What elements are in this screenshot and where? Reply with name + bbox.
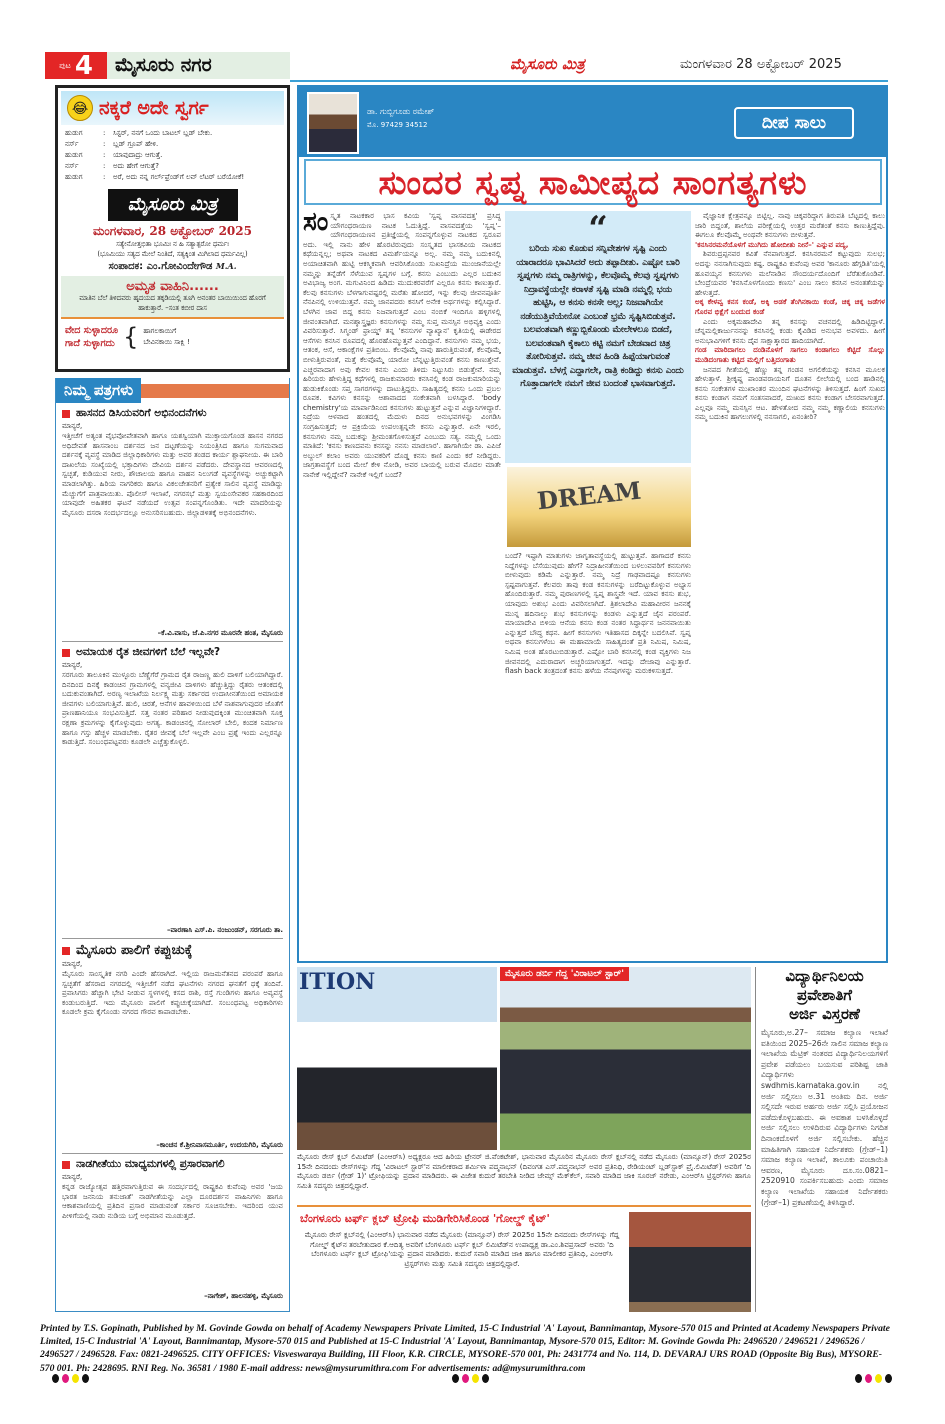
poem-quote: ಗಂಡ ಮಾರಿದಾಗಲು ದಂಡಿನೊಳಗೆ ಸಾಗಲು ಕಂಡಾಗಲು ಕೆಟ್ಟಿದೆ ಸೊಲ್ಲು ಮುಡಿದಂಗಾತು ಕಟ್ಟಿದ ಮಲ್ಲಿಗೆ ಬತ್ತಿದಂಗಾತು <box>695 345 885 364</box>
joke-dialogue <box>61 128 284 183</box>
letter-title <box>62 943 283 958</box>
letter <box>62 1158 283 1304</box>
paragraph: ಜನಪದ ಗೀತೆಯಲ್ಲಿ ಹೆಣ್ಣು ತನ್ನ ಗಂಡನ ಅಗಲಿಕೆಯನ್ನು ಕನಸಿನ ಮೂಲಕ ಹೇಳುತ್ತಾಳೆ. ಶ್ರೀಕೃಷ್ಣ ಪಾಂಡವರಾಯನಿಗೆ ದೂತನ ಲೀಲೆಯಲ್ಲಿ ಬಂದ ಹಾಡಿನಲ್ಲಿ ಕನಸು ಸಂಕೇತಗಳ ಮುಖಾಂತರ ಮುಂದಿನ ಘಟನೆಗಳನ್ನು ತಿಳಿಸುತ್ತದೆ. ಹಿಂಗೆ ಸುಖದ ಕನಸು ಕಂಡಾಗ ನಮಗೆ ಸಂತಸವಾದರೆ, ದುಃಖದ ಕನಸು ಕಂಡಾಗ ಬೇಸರವಾಗುತ್ತದೆ. ಎಲ್ಲವೂ ನಮ್ಮ ಮನಸ್ಸಿನ ಆಟ. ಹೇಳತೋದ ನಮ್ಮ ನಮ್ಮ ಕಣ್ಣಾಲಿಯ ಕನಸುಗಳು ನಮ್ಮ ಬದುಕಿನ ಹಾಗಲುಗಳಲ್ಲಿ ನನಸಾಗಲಿ, ಏನಂತೀರಿ? <box>695 364 885 422</box>
article-column-1 <box>303 211 501 957</box>
letter-signature: –ಕೆ.ವಿ.ವಾಸು, ಜೆ.ಪಿ.ನಗರ ಮೂರನೇ ಹಂತ, ಮೈಸೂರು <box>62 629 283 642</box>
story-body: ಮೈಸೂರು ರೇಸ್ ಕ್ಲಬ್‌ನಲ್ಲಿ (ಎಂಆರ್‌ಸಿ) ಭಾನುವಾರ ನಡೆದ ಮೈಸೂರು (ಮಾನ್ಸೂನ್) ರೇಸ್ 2025ರ 15ನೇ ದಿನದಂದು ರೇಸ್‌ಗಳನ್ನು ಗೆದ್ದ ಗೋಲ್ಡ್ ಕೈಟ್‌ನ ತರಬೇತುದಾರ ಕೆ.ಆದಿತ್ಯ ಅವರಿಗೆ ಬೆಂಗಳೂರು ಟರ್ಫ್ ಕ್ಲಬ್ ಲಿಮಿಟೆಡ್‌ನ ಉಪಾಧ್ಯಕ್ಷ ಡಾ.ಎಂ.ಶಿವಪ್ರಸಾದ್ ಅವರು 'ದಿ ಬೆಂಗಳೂರು ಟರ್ಫ್ ಕ್ಲಬ್ ಟ್ರೋಫಿ'ಯನ್ನು ಪ್ರದಾನ ಮಾಡಿದರು. ಕುದುರೆ ಸವಾರಿ ಮಾಡಿದ ಜಾಕಿ ಹಾಗೂ ಮಾಲೀಕರ ಪ್ರತಿನಿಧಿ, ಎಂಆರ್‌ಸಿ ಟ್ರಿಸ್ಟರ್‌ಗಳು ಮತ್ತು ಸಮಿತಿ ಸದಸ್ಯರು ಚಿತ್ರದಲ್ಲಿದ್ದಾರೆ. <box>304 1230 620 1268</box>
article-column-2: ಬಂದೆ? ಇಷ್ಟಾಗಿ ಮಾತುಗಳು ಜಾಗೃತಾವಸ್ಥೆಯಲ್ಲಿ ಹುಟ್ಟುತ್ತವೆ. ಹಾಗಾದರೆ ಕನಸು ನಿದ್ದೆಗಳನ್ನು ಬೆಸೆಯುವುದು ಹೇಗೆ? ನಿದ್ರಾಹೀನತೆಯಿಂದ ಬಳಲುವವರಿಗೆ ಕನಸುಗಳು ಬೀಳುವುದು ಕಡಿಮೆ ಎನ್ನುತ್ತಾರೆ. ನಮ್ಮ ನಿದ್ರೆ ಗಾಢವಾದಷ್ಟೂ ಕನಸುಗಳು ಸ್ಪಷ್ಟವಾಗುತ್ತವೆ. ಕೆಲವರು ತಾವು ಕಂಡ ಕನಸುಗಳನ್ನು ಬರೆದಿಟ್ಟುಕೊಳ್ಳುವ ಅಭ್ಯಾಸ ಹೊಂದಿರುತ್ತಾರೆ. ನಮ್ಮ ಪುರಾಣಗಳಲ್ಲಿ ಸ್ವಪ್ನ ಶಾಸ್ತ್ರವೇ ಇದೆ. ಯಾವ ಕನಸು ಶುಭ, ಯಾವುದು ಅಶುಭ ಎಂದು ವಿವರಿಸಲಾಗಿದೆ. ತ್ರಿಶಲಾದೇವಿ ಮಹಾವೀರನ ಜನನಕ್ಕೆ ಮುನ್ನ ಹದಿನಾಲ್ಕು ಶುಭ ಕನಸುಗಳನ್ನು ಕಂಡಳು ಎನ್ನುತ್ತದೆ ಜೈನ ಪರಂಪರೆ. ಮಾಯಾದೇವಿ ಬಿಳಿಯ ಆನೆಯ ಕನಸು ಕಂಡ ನಂತರ ಸಿದ್ಧಾರ್ಥನ ಜನನವಾಯಿತು ಎನ್ನುತ್ತದೆ ಬೌದ್ಧ ಕಥನ. ಹೀಗೆ ಕನಸುಗಳು ಇತಿಹಾಸದ ದಿಕ್ಕನ್ನೇ ಬದಲಿಸಿವೆ. ಸ್ವಪ್ನ ಅಥವಾ ಕನಸುಗಳೆಂಬ ಈ ಮಹಾಮಾಯೆ ಸಾಹಿತ್ಯದಂತೆ ಪ್ರತಿ ನಿಮಿಷ, ನಿಮಿಷ, ನಿಮಿಷ ಅಂತ ಹೊರಟುಬಿಡುತ್ತಾರೆ. ಎಷ್ಟೋ ಬಾರಿ ಕನಸಿನಲ್ಲಿ ಕಂಡ ವ್ಯಕ್ತಿಗಳು ನಿಜ ಜೀವನದಲ್ಲಿ ಎದುರಾದಾಗ ಅಚ್ಚರಿಯಾಗುತ್ತದೆ. ಇದನ್ನು ದೇಜಾವು ಎನ್ನುತ್ತಾರೆ. flash back ತಂತ್ರದಂತೆ ಕನಸು ಹಳೆಯ ನೆನಪುಗಳನ್ನು ಮರುಕಳಿಸುತ್ತದೆ. <box>505 551 691 676</box>
letter-body: ಮೈಸೂರು ಸಾಂಸ್ಕೃತಿಕ ನಗರಿ ಎಂದೇ ಹೆಸರಾಗಿದೆ. ಇಲ್ಲಿಯ ರಾಜಮನೆತನದ ಪರಂಪರೆ ಹಾಗೂ ಸ್ವಚ್ಛತೆಗೆ ಹೆಸರಾದ ನಗರದಲ್ಲಿ ಇತ್ತೀಚೆಗೆ ನಡೆದ ಘಟನೆಗಳು ನಗರದ ಘನತೆಗೆ ಧಕ್ಕೆ ತಂದಿವೆ. ಪ್ರವಾಸಿಗರು ಹೆಚ್ಚಾಗಿ ಭೇಟಿ ನೀಡುವ ಸ್ಥಳಗಳಲ್ಲಿ ಕಸದ ರಾಶಿ, ರಸ್ತೆ ಗುಂಡಿಗಳು ಹಾಗೂ ಅವ್ಯವಸ್ಥೆ ಕಂಡುಬರುತ್ತಿದೆ. ಇದು ಮೈಸೂರು ಪಾಲಿಗೆ ಕಪ್ಪುಚುಕ್ಕೆಯಾಗಿದೆ. ಸಂಬಂಧಪಟ್ಟ ಅಧಿಕಾರಿಗಳು ಕೂಡಲೇ ಕ್ರಮ ಕೈಗೊಂಡು ನಗರದ ಗೌರವ ಕಾಪಾಡಬೇಕು. <box>62 969 283 1017</box>
laughing-face-icon: 😂 <box>67 95 93 121</box>
speaker: ಹುಡುಗ <box>65 173 83 181</box>
speaker: ನರ್ಸ್ <box>65 162 79 170</box>
letter-title-text: ಮೈಸೂರು ಪಾಲಿಗೆ ಕಪ್ಪುಚುಕ್ಕೆ <box>76 943 193 958</box>
photo-tag: ಮೈಸೂರು ಡರ್ಬಿ ಗೆದ್ದ 'ವಿರಾಟಲ್ ಸ್ಟಾರ್' <box>500 967 629 981</box>
gold-kite-story <box>297 1210 751 1312</box>
proverb-heading-line: ವೇದ ಸುಳ್ಳಾದರೂ <box>65 325 119 336</box>
letters-title: ನಿಮ್ಮ ಪತ್ರಗಳು <box>56 378 141 403</box>
hostel-admission-story <box>755 967 888 1312</box>
author-photo <box>307 92 359 154</box>
joke-line: ಹುಡುಗ : ಸಿಸ್ಟರ್, ನನಗೆ ಒಂದು ಬಾಟಲ್ ಬ್ಲಡ್ ಬೇಕು. <box>65 129 213 137</box>
paragraph: ವೈಜ್ಞಾನಿಕ ಕ್ಷೇತ್ರವನ್ನೂ ಬಿಟ್ಟಿಲ್ಲ. ನಾವು ಚಿಕ್ಕವರಿದ್ದಾಗ ತಿರುಪತಿ ಬೆಟ್ಟದಲ್ಲಿ ಕಾಲು ಜಾರಿ ಬಿದ್ದಂತೆ, ಶಾಲೆಯ ಪರೀಕ್ಷೆಯಲ್ಲಿ ಉತ್ತರ ಮರೆತಂತೆ ಕನಸು ಕಾಣುತ್ತಿದ್ದೆವು. ಈಗಲೂ ಕೆಲವೊಮ್ಮೆ ಅಂಥವೇ ಕನಸುಗಳು ಬೀಳುತ್ತವೆ. <box>695 211 885 240</box>
story-headline <box>761 967 888 1024</box>
editor-line <box>61 261 284 272</box>
article-headline: ಸುಂದರ ಸ್ವಪ್ನ ಸಾಮೀಪ್ಯದ ಸಾಂಗತ್ಯಗಳು <box>304 159 882 205</box>
proverb-heading <box>65 324 118 350</box>
joke-line: ಹುಡುಗ : ಅರೆ, ಅದು ನನ್ನ ಗರ್ಲ್‌ಫ್ರೆಂಡ್‌ಗೆ ಲವ್ ಲೆಟರ್ ಬರೆಯೋಕೆ! <box>65 173 245 181</box>
line-text: ಅದು ಹೇಗೆ ಆಗುತ್ತೆ? <box>113 162 159 170</box>
letter <box>62 943 283 1154</box>
imprint-footer: Printed by T.S. Gopinath, Published by M. Govinde Gowda on behalf of Academy Newspapers Private Limited, 15-C Industrial 'A' Layout, Bannimantap, Mysore-570 015 and Printed at Academy Newspapers Private Limited, 15-C Industrial 'A' Layout, Bannimantap, Mysore-570 015 and Published at 15-C Industrial 'A' Layout, Bannimantap, Mysore-570 015, Editor: M. Govinde Gowda Ph: 2496520 / 2496521 / 2496526 / 2496527 / 2496528. Fax: 0821-2496525. CITY OFFICES: Visveswaraya Building, III Floor, K.R. CIRCLE, MYSORE-570 001, Ph: 2431774 and No. 114, D. DEVARAJ URS ROAD (Opposite Big Bus), MYSORE-570 001. Ph: 2428695. RNI Reg. No. 36581 / 1980 E-mail address: news@mysurumithra.com For advertisements: ad@mysurumithra.com <box>40 1323 890 1374</box>
photo-banner-text: ITION <box>299 969 376 995</box>
letter-salutation: ಮಾನ್ಯರೆ, <box>62 1173 83 1181</box>
page-number: 4 <box>74 50 93 81</box>
registration-marks <box>52 1374 89 1383</box>
joke-line: ನರ್ಸ್ : ಅದು ಹೇಗೆ ಆಗುತ್ತೆ? <box>65 162 159 170</box>
photo-caption: ಮೈಸೂರು ರೇಸ್ ಕ್ಲಬ್ ಲಿಮಿಟೆಡ್ (ಎಂಆರ್‌ಸಿ) ಅಧ್ಯಕ್ಷರೂ ಆದ ಹಿರಿಯ ಟ್ರೇನರ್ ಜಿ.ವೆಂಕಟೇಶ್, ಭಾನುವಾರ ಮೈಸೂರಿನ ಮೈಸೂರು ರೇಸ್ ಕ್ಲಬ್‌ನಲ್ಲಿ ನಡೆದ ಮೈಸೂರು (ಮಾನ್ಸೂನ್) ರೇಸ್ 2025ರ 15ನೇ ದಿನದಂದು ರೇಸ್‌ಗಳನ್ನು ಗೆದ್ದ 'ವಿರಾಟಲ್ ಸ್ಟಾರ್'ನ ಮಾಲೀಕರಾದ ಶರ್ಮಿಳಾ ಪದ್ಮನಾಭನ್ (ದಿವಂಗತ ಎಸ್.ಪದ್ಮನಾಭನ್ ಅವರ ಪ್ರತಿನಿಧಿ, ರೇಡಿಯಂಟ್ ಬ್ಲಡ್‌ಸ್ಟಾಕ್ ಪ್ರೈ.ಲಿಮಿಟೆಡ್) ಅವರಿಗೆ 'ದಿ ಮೈಸೂರು ಡರ್ಬಿ (ಗ್ರೇಡ್ 1)' ಟ್ರೋಫಿಯನ್ನು ಪ್ರದಾನ ಮಾಡಿದರು. ಈ ವಿಜೇತ ಕುದುರೆ ತರಬೇತಿ ನೀಡಿದ ಜೇಮ್ಸ್ ಮೆಕ್‌ಕೆಲ್, ಸವಾರಿ ಮಾಡಿದ ಜಾಕಿ ಸೂರಜ್ ನರೇಡು, ಎಂಆರ್‌ಸಿ ಟ್ರಿಸ್ಟರ್‌ಗಳು ಹಾಗೂ ಸಮಿತಿ ಸದಸ್ಯರು ಚಿತ್ರದಲ್ಲಿದ್ದಾರೆ. <box>297 1152 751 1207</box>
letter-signature: –ಕಾಂಚನ ಕೆ.ಶ್ರೀನಿವಾಸಮೂರ್ತಿ, ಉದಯಗಿರಿ, ಮೈಸೂರು <box>62 1141 283 1154</box>
headline-line: ವಿದ್ಯಾರ್ಥಿನಿಲಯ <box>785 967 864 985</box>
feature-article <box>297 85 888 963</box>
proverb-line: ಬೇವಿನಕಾಯಿ ಸಾಕ್ಷಿ ! <box>143 338 190 346</box>
issue-date: ಮಂಗಳವಾರ 28 ಅಕ್ಟೋಬರ್ 2025 <box>680 57 842 72</box>
amrutha-vahini-box <box>61 276 284 319</box>
image-sign-text: DREAM <box>535 475 643 516</box>
letter-salutation: ಮಾನ್ಯರೆ, <box>62 960 83 968</box>
story-headline: ಬೆಂಗಳೂರು ಟರ್ಫ್ ಕ್ಲಬ್ ಟ್ರೋಫಿ ಮುಡಿಗೇರಿಸಿಕೊಂಡ 'ಗೋಲ್ಡ್ ಕೈಟ್' <box>300 1212 550 1225</box>
letters-header <box>56 378 289 403</box>
joke-box <box>55 85 290 372</box>
letter-title <box>62 1158 283 1171</box>
letters-section <box>55 378 290 1312</box>
paragraph: ಎಂದು ಅಕ್ಕಮಹಾದೇವಿ ತನ್ನ ಕನಸನ್ನು ವಚನದಲ್ಲಿ ಹಿಡಿದಿಟ್ಟಿದ್ದಾಳೆ. ಚೆನ್ನಮಲ್ಲಿಕಾರ್ಜುನನನ್ನು ಕನಸಿನಲ್ಲಿ ಕಂಡು ಕೈವಿಡಿದ ಅನುಭವ ಅವಳದು. ಹೀಗೆ ಅನುಭಾವಿಗಳಿಗೆ ಕನಸು ದೈವ ಸಾಕ್ಷಾತ್ಕಾರದ ಹಾದಿಯಾಗಿದೆ. <box>695 316 885 345</box>
speaker: ನರ್ಸ್ <box>65 140 79 148</box>
letter-salutation: ಮಾನ್ಯರೆ, <box>62 661 83 669</box>
column-text: ಸ್ಕೃತ ನಾಟಕಕಾರ ಭಾಸ ಕವಿಯ 'ಸ್ವಪ್ನ ವಾಸವದತ್ತ' ಪ್ರಸಿದ್ಧ ಯೌಗಂಧರಾಯಣ ನಾಟಕ ಓದುತ್ತಿದ್ದೆ. ವಾಸವದತ್ತೆಯ 'ಸ್ವಪ್ನ'– ಯೌಗಂಧರಾಯಣನ ಪ್ರತಿಜ್ಞೆಯಲ್ಲಿ ಸಂಪನ್ನಗೊಳ್ಳುವ ನಾಟಕದ ಸ್ವರೂಪ ಅದು. ಇಲ್ಲಿ ನಾನು ಹೇಳ ಹೊರಟಿರುವುದು ಸಂಸ್ಕೃತದ ಭಾಸಕವಿಯ ನಾಟಕದ ಕಥೆಯನ್ನಲ್ಲ; ಅಥವಾ ನಾಟಕದ ವಿಮರ್ಶೆಯನ್ನೂ ಅಲ್ಲ. ನಮ್ಮ ನಮ್ಮ ಬದುಕಿನಲ್ಲಿ ಅಯಾಚಿತವಾಗಿ ಹುಟ್ಟಿ ಆಕಸ್ಮಿಕವಾಗಿ ಆವರಿಸಿಕೊಂಡು ಸುಖನಿದ್ರೆಯ ಮುಂಜಾನೆಯಲ್ಲೇ ನಮ್ಮನ್ನು ತನ್ನೆಡೆಗೆ ಸೆಳೆಯುವ ಸ್ವಪ್ನಗಳ ಬಗ್ಗೆ. ಕನಸು ಎಂಬುದು ಎಲ್ಲರ ಬದುಕಿನ ಅವಿಭಾಜ್ಯ ಅಂಗ. ಮಗುವಿನಿಂದ ಹಿಡಿದು ಮುದುಕರವರೆಗೆ ಎಲ್ಲರೂ ಕನಸು ಕಾಣುತ್ತಾರೆ. ಕೆಲವು ಕನಸುಗಳು ಬೆಳಗಾಗುವಷ್ಟರಲ್ಲಿ ಮರೆತು ಹೋದರೆ, ಇನ್ನು ಕೆಲವು ಜೀವನಪೂರ್ತಿ ನೆನಪಿನಲ್ಲಿ ಉಳಿಯುತ್ತವೆ. ನಮ್ಮ ಜಾನಪದರು ಕನಸಿಗೆ ಅನೇಕ ಅರ್ಥಗಳನ್ನು ಕಲ್ಪಿಸಿದ್ದಾರೆ. ಬೆಳಗಿನ ಜಾವ ಬಿದ್ದ ಕನಸು ನಿಜವಾಗುತ್ತದೆ ಎಂಬ ನಂಬಿಕೆ ಇಂದಿಗೂ ಹಳ್ಳಿಗಳಲ್ಲಿ ಜೀವಂತವಾಗಿದೆ. ಮನಶ್ಶಾಸ್ತ್ರಜ್ಞರು ಕನಸುಗಳನ್ನು ನಮ್ಮ ಸುಪ್ತ ಮನಸ್ಸಿನ ಅಭಿವ್ಯಕ್ತಿ ಎಂದು ವಿವರಿಸುತ್ತಾರೆ. ಸಿಗ್ಮಂಡ್ ಫ್ರಾಯ್ಡ್ ತನ್ನ 'ಕನಸುಗಳ ವ್ಯಾಖ್ಯಾನ' ಕೃತಿಯಲ್ಲಿ ಈಡೇರದ ಆಸೆಗಳು ಕನಸಿನ ರೂಪದಲ್ಲಿ ಹೊರಹೊಮ್ಮುತ್ತವೆ ಎಂದಿದ್ದಾನೆ. ಕನಸುಗಳು ನಮ್ಮ ಭಯ, ಆತಂಕ, ಆಸೆ, ಆಕಾಂಕ್ಷೆಗಳ ಪ್ರತಿಬಿಂಬ. ಕೆಲವೊಮ್ಮೆ ನಾವು ಹಾರುತ್ತಿರುವಂತೆ, ಕೆಲವೊಮ್ಮೆ ಬೀಳುತ್ತಿರುವಂತೆ, ಮತ್ತೆ ಕೆಲವೊಮ್ಮೆ ಯಾರೋ ಬೆನ್ನಟ್ಟುತ್ತಿರುವಂತೆ ಕನಸು ಕಾಣುತ್ತೇವೆ. ಎಚ್ಚರವಾದಾಗ ಅವು ಕೇವಲ ಕನಸು ಎಂದು ತಿಳಿದು ನಿಟ್ಟುಸಿರು ಬಿಡುತ್ತೇವೆ. ನಮ್ಮ ಹಿರಿಯರು ಹೇಳುತ್ತಿದ್ದ ಕಥೆಗಳಲ್ಲಿ ರಾಜಕುಮಾರರು ಕನಸಿನಲ್ಲಿ ಕಂಡ ರಾಜಕುಮಾರಿಯನ್ನು ಹುಡುಕಿಕೊಂಡು ಸಪ್ತ ಸಾಗರಗಳನ್ನು ದಾಟುತ್ತಿದ್ದರು. ಸಾಹಿತ್ಯದಲ್ಲಿ ಕನಸು ಒಂದು ಪ್ರಬಲ ರೂಪಕ. ಕವಿಗಳು ಕನಸನ್ನು ಆಶಾವಾದದ ಸಂಕೇತವಾಗಿ ಬಳಸಿದ್ದಾರೆ. 'body chemistry'ಯ ಮಾರ್ಪಾಡಿನಿಂದ ಕನಸುಗಳು ಹುಟ್ಟುತ್ತವೆ ಎನ್ನುವ ವಿಜ್ಞಾನಿಗಳಿದ್ದಾರೆ. ನಿದ್ರೆಯ ಆಳವಾದ ಹಂತದಲ್ಲಿ ಮೆದುಳು ದಿನದ ಅನುಭವಗಳನ್ನು ವಿಂಗಡಿಸಿ ಸಂಗ್ರಹಿಸುತ್ತದೆ; ಆ ಪ್ರಕ್ರಿಯೆಯ ಉಪಉತ್ಪನ್ನವೇ ಕನಸು ಎನ್ನುತ್ತಾರೆ. ಏನೇ ಇರಲಿ, ಕನಸುಗಳು ನಮ್ಮ ಬದುಕನ್ನು ಶ್ರೀಮಂತಗೊಳಿಸುತ್ತವೆ ಎಂಬುದು ಸತ್ಯ. ನಮ್ಮಲ್ಲಿ ಒಂದು ಮಾತಿದೆ: 'ಕನಸು ಕಾಣದವನು ಕನಸನ್ನು ನನಸು ಮಾಡಲಾರ'. ಹಾಗಾಗಿಯೇ ಡಾ. ಎಪಿಜೆ ಅಬ್ದುಲ್ ಕಲಾಂ ಅವರು ಯುವಕರಿಗೆ ದೊಡ್ಡ ಕನಸು ಕಾಣಿ ಎಂದು ಕರೆ ನೀಡಿದ್ದರು. ಜಾಗ್ರತಾವಸ್ಥೆಗೆ ಬಂದ ಮೇಲೆ ಕೇಳಿ ನೋಡಿ, ಅವರ ಬಾಯಲ್ಲಿ ಬರುವ ಮೊದಲ ಮಾತೇ ನಾನೇಕೆ ಇಲ್ಲಿದ್ದೇನೆ? ನಾನೇಕೆ ಇಲ್ಲಿಗೆ ಬಂದೆ? <box>303 211 501 480</box>
author-phone: ಮೊ. 97429 34512 <box>367 121 428 129</box>
headline-line: ಪ್ರವೇಶಾತಿಗೆ <box>796 986 852 1004</box>
letter-title-text: ನಾಡಗೀತೆಯು ಮಾಧ್ಯಮಗಳಲ್ಲಿ ಪ್ರಸಾರವಾಗಲಿ <box>76 1158 225 1170</box>
joke-title-bar <box>61 91 284 125</box>
pull-quote-text: ಬರಿಯ ಸುಖ ಕೊಡುವ ಸನ್ನಿವೇಶಗಳ ಸೃಷ್ಟಿ ಎಂದು ಯಾರಾದರೂ ಭಾವಿಸಿದರೆ ಅದು ತಪ್ಪಾದೀತು. ಎಷ್ಟೋ ಬಾರಿ ಸ್ವಪ್ನಗಳು ನಮ್ಮ ರಾತ್ರಿಗಳನ್ನು, ಕೆಲವೊಮ್ಮೆ ಕೆಲವು ಸ್ವಪ್ನಗಳು ನಿದ್ರಾವಸ್ಥೆಯಲ್ಲೇ ಕರಾಳತೆ ಸೃಷ್ಟಿ ಮಾಡಿ ನಮ್ಮಲ್ಲಿ ಭಯ ಹುಟ್ಟಿಸಿ, ಆ ಕನಸು ಕನಸೇ ಅಲ್ಲ; ನಿಜವಾಗಿಯೇ ನಡೆಯುತ್ತಿವೆಯೇನೋ ಎಂಬಂತೆ ಭ್ರಮೆ ಸೃಷ್ಟಿಸಿಬಿಡುತ್ತವೆ. ಬಲವಂತವಾಗಿ ಕಣ್ಣುಬ್ಬಿಕೊಂಡು ಮೇಲೇಳಲೂ ಬಿಡದೆ, ಬಲವಂತವಾಗಿ ಕೈಕಾಲು ಕಟ್ಟಿ ನಮಗೆ ಬೇಡವಾದ ಚಿತ್ರ ತೋರಿಸುತ್ತವೆ. ನಮ್ಮ ಜೀವ ಹಿಂಡಿ ಹಿಪ್ಪೆಯಾಗುವಂತೆ ಮಾಡುತ್ತವೆ. ಬೆಳಗ್ಗೆ ಎದ್ದಾಗಲೇ, ರಾತ್ರಿ ಕಂಡಿದ್ದು ಕನಸು ಎಂದು ಗೊತ್ತಾದಾಗಲೇ ನಮಗೆ ಜೀವ ಬಂದಂತೆ ಭಾಸವಾಗುತ್ತದೆ. <box>512 244 684 389</box>
dream-sign-image <box>507 467 691 547</box>
bullet-square-icon <box>62 410 70 418</box>
letter-signature: –ನಾಗೇಶ್, ಹಾಲನಹಳ್ಳಿ, ಮೈಸೂರು <box>204 1292 283 1300</box>
page-number-box <box>45 52 107 79</box>
header-divider <box>290 80 888 82</box>
proverb-heading-line: ಗಾದೆ ಸುಳ್ಳಾಗದು <box>65 338 115 349</box>
letter-body: ಇತ್ತೀಚೆಗೆ ಅತ್ಯಂತ ವೈಭವೋಪೇತವಾಗಿ ಹಾಗೂ ಯಶಸ್ವಿಯಾಗಿ ಮುಕ್ತಾಯಗೊಂಡ ಹಾಸನ ನಗರದ ಅಧಿದೇವತೆ ಹಾಸನಾಂಬ ದರ್ಶನದ ಜನ ದಟ್ಟಣೆಯನ್ನು ನಿಯಂತ್ರಿಸಿದ ಹಾಗೂ ಸುಗಮವಾದ ದರ್ಶನಕ್ಕೆ ವ್ಯವಸ್ಥೆ ಮಾಡಿದ ಜಿಲ್ಲಾಧಿಕಾರಿಗಳು ಮತ್ತು ಅವರ ತಂಡದ ಕಾರ್ಯ ಶ್ಲಾಘನೀಯ. ಈ ಬಾರಿ ದಾಖಲೆಯ ಸಂಖ್ಯೆಯಲ್ಲಿ ಭಕ್ತಾದಿಗಳು ದೇವಿಯ ದರ್ಶನ ಪಡೆದರು. ದೇವಸ್ಥಾನದ ಆವರಣದಲ್ಲಿ ಸ್ವಚ್ಛತೆ, ಕುಡಿಯುವ ನೀರು, ಶೌಚಾಲಯ ಹಾಗೂ ವಾಹನ ನಿಲುಗಡೆ ವ್ಯವಸ್ಥೆಗಳನ್ನು ಅಚ್ಚುಕಟ್ಟಾಗಿ ಮಾಡಲಾಗಿತ್ತು. ಹಿರಿಯ ನಾಗರಿಕರು ಹಾಗೂ ವಿಕಲಚೇತನರಿಗೆ ಪ್ರತ್ಯೇಕ ಸಾಲಿನ ವ್ಯವಸ್ಥೆ ಮಾಡಿದ್ದು ಮೆಚ್ಚುಗೆಗೆ ಪಾತ್ರವಾಯಿತು. ಪೊಲೀಸ್ ಇಲಾಖೆ, ನಗರಸಭೆ ಮತ್ತು ಸ್ವಯಂಸೇವಕರ ಸಹಕಾರದಿಂದ ಯಾವುದೇ ಅಹಿತಕರ ಘಟನೆ ನಡೆಯದೆ ಉತ್ಸವ ಸಂಪನ್ನಗೊಂಡಿತು. ಇದೇ ಮಾದರಿಯನ್ನು ಮೈಸೂರು ದಸರಾ ಸಂದರ್ಭದಲ್ಲೂ ಅನುಸರಿಸಬಹುದು. ಜಿಲ್ಲಾಡಳಿತಕ್ಕೆ ಅಭಿನಂದನೆಗಳು. <box>62 431 283 517</box>
letter-body: ಸರಗೂರು ತಾಲೂಕಿನ ಮುಳ್ಳೂರು ಬೆಣ್ಣೆಗೆರೆ ಗ್ರಾಮದ ರೈತ ರಾಜಣ್ಣ ಹುಲಿ ದಾಳಿಗೆ ಬಲಿಯಾಗಿದ್ದಾರೆ. ದಿನದಿಂದ ದಿನಕ್ಕೆ ಕಾಡಂಚಿನ ಗ್ರಾಮಗಳಲ್ಲಿ ವನ್ಯಜೀವಿ ದಾಳಿಗಳು ಹೆಚ್ಚುತ್ತಿದ್ದು ರೈತರು ಆತಂಕದಲ್ಲಿ ಬದುಕುವಂತಾಗಿದೆ. ಅರಣ್ಯ ಇಲಾಖೆಯ ನಿರ್ಲಕ್ಷ್ಯ ಮತ್ತು ಸರ್ಕಾರದ ಉದಾಸೀನತೆಯಿಂದ ಅಮಾಯಕ ಜೀವಗಳು ಬಲಿಯಾಗುತ್ತಿವೆ. ಹುಲಿ, ಚಿರತೆ, ಆನೆಗಳ ಹಾವಳಿಯಿಂದ ಬೆಳೆ ನಾಶವಾಗುವುದರ ಜೊತೆಗೆ ಪ್ರಾಣಹಾನಿಯೂ ಸಂಭವಿಸುತ್ತಿದೆ. ಸತ್ತ ನಂತರ ಪರಿಹಾರ ನೀಡುವುದಕ್ಕಿಂತ ಮುಂಚಿತವಾಗಿ ಸೂಕ್ತ ರಕ್ಷಣಾ ಕ್ರಮಗಳನ್ನು ಕೈಗೊಳ್ಳುವುದು ಅಗತ್ಯ. ಕಾಡಂಚಿನಲ್ಲಿ ಸೋಲಾರ್ ಬೇಲಿ, ಕಂದಕ ನಿರ್ಮಾಣ ಹಾಗೂ ಗಸ್ತು ಹೆಚ್ಚಳ ಮಾಡಬೇಕು. ರೈತರ ಜೀವಕ್ಕೆ ಬೆಲೆ ಇಲ್ಲವೇ ಎಂಬ ಪ್ರಶ್ನೆ ಇಂದು ಎಲ್ಲರನ್ನೂ ಕಾಡುತ್ತಿದೆ. ಸಂಬಂಧಪಟ್ಟವರು ಕೂಡಲೇ ಎಚ್ಚೆತ್ತುಕೊಳ್ಳಲಿ. <box>62 670 283 747</box>
newspaper-logo: ಮೈಸೂರು ಮಿತ್ರ <box>510 55 585 73</box>
amrutha-quote: ಮಾತಿನ ಬೆಲೆ ತಿಳಿದವರು ಹೃದಯದ ತಕ್ಕಡಿಯಲ್ಲಿ ತೂಗಿ ಅನಂತರ ಬಾಯಿಯಿಂದ ಹೊರಗೆ ಹಾಕುತ್ತಾರೆ. –ಸಂತ ಕಬೀರ ದಾಸ <box>79 294 266 312</box>
poem-quote: 'ಕನಸಿನರಮನೆಯೊಳಗೆ ಮುಗಿದು ಹೋದೀತು ನೀನೆ–' ಎನ್ನುವ ಪದ್ಯ, <box>695 239 849 249</box>
line-text: ಬ್ಲಡ್ ಗ್ರೂಪ್ ಹೇಳಿ. <box>113 140 159 148</box>
proverb-line: ಹಾಗಲಕಾಯಿಗೆ <box>143 327 177 335</box>
letter-title <box>62 646 283 659</box>
letter-signature: –ವಾರಣಾಸಿ ಎಸ್.ಪಿ. ನಂಜುಂಡನ್, ಸರಗೂರು ತಾ. <box>62 926 283 939</box>
author-name: ಡಾ. ಗುಬ್ಬಿಗೂಡು ರಮೇಶ್ <box>367 107 435 116</box>
line-text: ಸಿಸ್ಟರ್, ನನಗೆ ಒಂದು ಬಾಟಲ್ ಬ್ಲಡ್ ಬೇಕು. <box>113 129 213 137</box>
proverb-box <box>61 319 284 355</box>
brace-icon: { <box>123 323 139 351</box>
editor-degree: M.A. <box>215 261 237 271</box>
trophy-photo <box>629 1212 751 1312</box>
article-header-band <box>299 87 886 157</box>
paragraph: ಶಿವರುದ್ರಪ್ಪನವರ ಕವಿತೆ ನೆನಪಾಗುತ್ತದೆ. ಕನಸಿನರಮನೆ ಕಟ್ಟುವುದು ಸುಲಭ; ಅದನ್ನು ನನಸಾಗಿಸುವುದು ಕಷ್ಟ. ರಾಷ್ಟ್ರಕವಿ ಕುವೆಂಪು ಅವರ 'ಕಾನೂರು ಹೆಗ್ಗಡಿತಿ'ಯಲ್ಲಿ ಹೂವಯ್ಯನ ಕನಸುಗಳು ಮಲೆನಾಡಿನ ಸೌಂದರ್ಯದೊಂದಿಗೆ ಬೆರೆತುಕೊಂಡಿವೆ. ಬೇಂದ್ರೆಯವರ 'ಕನಸಿನೊಳಗೊಂದು ಕಣಸು' ಎಂಬ ಸಾಲು ಕನಸಿನ ಅನಂತತೆಯನ್ನು ಹೇಳುತ್ತದೆ. <box>695 249 885 297</box>
registration-marks <box>452 1374 489 1383</box>
letter-title <box>62 407 283 420</box>
letter-body: ಕನ್ನಡ ರಾಜ್ಯೋತ್ಸವ ಹತ್ತಿರವಾಗುತ್ತಿರುವ ಈ ಸಂದರ್ಭದಲ್ಲಿ ರಾಷ್ಟ್ರಕವಿ ಕುವೆಂಪು ಅವರ 'ಜಯ ಭಾರತ ಜನನಿಯ ತನುಜಾತೆ' ನಾಡಗೀತೆಯನ್ನು ಎಲ್ಲಾ ದೂರದರ್ಶನ ವಾಹಿನಿಗಳು ಹಾಗೂ ಆಕಾಶವಾಣಿಯಲ್ಲಿ ಪ್ರತಿದಿನ ಪ್ರಸಾರ ಮಾಡುವಂತೆ ಸರ್ಕಾರ ಸೂಚಿಸಬೇಕು. ಇದರಿಂದ ಯುವ ಪೀಳಿಗೆಯಲ್ಲಿ ನಾಡು ನುಡಿಯ ಬಗ್ಗೆ ಅಭಿಮಾನ ಮೂಡುತ್ತದೆ. <box>62 1182 283 1220</box>
editor-name: ಸಂಪಾದಕ: ಎಂ.ಗೋವಿಂದೇಗೌಡ <box>108 261 213 272</box>
pull-quote <box>505 211 691 463</box>
bullet-square-icon <box>62 1161 70 1169</box>
bullet-square-icon <box>62 947 70 955</box>
drop-cap: ಸಂ <box>303 211 329 237</box>
poem-quote: ಅಕ್ಕ ಕೇಳವ್ವ ಕನಸ ಕಂಡೆ, ಅಕ್ಕಿ ಅಡಕೆ ತೆಂಗಿನಕಾಯಿ ಕಂಡೆ, ಚಿಕ್ಕ ಚಿಕ್ಕ ಜಡೆಗಳ ಗೊರವ ಭಿಕ್ಷೆಗೆ ಬಂದುದ ಕಂಡೆ <box>695 297 885 316</box>
trophy-presentation-photo <box>297 967 497 1150</box>
letter-salutation: ಮಾನ್ಯರೆ, <box>62 422 83 430</box>
article-column-3 <box>695 211 885 957</box>
column-name: ದೀಪ ಸಾಲು <box>734 107 854 139</box>
bullet-square-icon <box>62 649 70 657</box>
derby-photos <box>297 967 751 1150</box>
line-text: ಅರೆ, ಅದು ನನ್ನ ಗರ್ಲ್‌ಫ್ರೆಂಡ್‌ಗೆ ಲವ್ ಲೆಟರ್ ಬರೆಯೋಕೆ! <box>113 173 245 181</box>
masthead-logo: ಮೈಸೂರು ಮಿತ್ರ <box>108 189 238 221</box>
letter-title-text: ಹಾಸನದ ಡಿಸಿಯವರಿಗೆ ಅಭಿನಂದನೆಗಳು <box>76 407 207 419</box>
letter <box>62 646 283 939</box>
motto: ಸತ್ಯೇನೋತ್ತಭಿತಾ ಭೂಮಿಃ ನ ಹಿ ಸತ್ಯಾತ್ಪರೋ ಧರ್ಮಃ <box>116 240 229 248</box>
joke-line: ನರ್ಸ್ : ಬ್ಲಡ್ ಗ್ರೂಪ್ ಹೇಳಿ. <box>65 140 159 148</box>
letter-title-text: ಅಮಾಯಕ ರೈತ ಜೀವಗಳಿಗೆ ಬೆಲೆ ಇಲ್ಲವೇ? <box>76 646 221 658</box>
story-body: ಮೈಸೂರು,ಅ.27– ಸಮಾಜ ಕಲ್ಯಾಣ ಇಲಾಖೆ ವತಿಯಿಂದ 2025–26ನೇ ಸಾಲಿನ ಸಮಾಜ ಕಲ್ಯಾಣ ಇಲಾಖೆಯ ಮೆಟ್ರಿಕ್ ನಂತರದ ವಿದ್ಯಾರ್ಥಿನಿಲಯಗಳಿಗೆ ಪ್ರವೇಶ ಪಡೆಯಲು ಬಯಸುವ ಪರಿಶಿಷ್ಟ ಜಾತಿ ವಿದ್ಯಾರ್ಥಿಗಳು swdhmis.karnataka.gov.in ನಲ್ಲಿ ಅರ್ಜಿ ಸಲ್ಲಿಸಲು ಅ.31 ಅಂತಿಮ ದಿನ. ಅರ್ಜಿ ಸಲ್ಲಿಸದೇ ಇರುವ ಅರ್ಹರು ಅರ್ಜಿ ಸಲ್ಲಿಸಿ ಪ್ರಯೋಜನ ಪಡೆದುಕೊಳ್ಳಬಹುದು. ಈ ಅವಕಾಶ ಬಳಸಿಕೊಳ್ಳದೆ ಅರ್ಜಿ ಸಲ್ಲಿಸಲು ಉಳಿದಿರುವ ವಿದ್ಯಾರ್ಥಿಗಳು ನಿಗದಿತ ದಿನಾಂಕದೊಳಗೆ ಅರ್ಜಿ ಸಲ್ಲಿಸಬೇಕು. ಹೆಚ್ಚಿನ ಮಾಹಿತಿಗಾಗಿ ಸಹಾಯಕ ನಿರ್ದೇಶಕರು (ಗ್ರೇಡ್–1) ಸಮಾಜ ಕಲ್ಯಾಣ ಇಲಾಖೆ, ತಾಲೂಕು ಪಂಚಾಯಿತಿ ಆವರಣ, ಮೈಸೂರು ದೂ.ಸಂ.0821–2520910 ಸಂಪರ್ಕಿಸಬಹುದು ಎಂದು ಸಮಾಜ ಕಲ್ಯಾಣ ಇಲಾಖೆಯ ಸಹಾಯಕ ನಿರ್ದೇಶಕರು (ಗ್ರೇಡ್–1) ಪ್ರಕಟಣೆಯಲ್ಲಿ ತಿಳಿಸಿದ್ದಾರೆ. <box>761 1028 888 1207</box>
letters-header-bar <box>141 384 289 398</box>
registration-marks <box>855 1374 892 1383</box>
masthead-date: ಮಂಗಳವಾರ, 28 ಅಕ್ಟೋಬರ್ 2025 <box>93 224 252 238</box>
amrutha-title: ಅಮೃತ ವಾಹಿನಿ...... <box>126 279 219 294</box>
horse-winner-photo <box>500 967 751 1150</box>
joke-title: ನಕ್ಕರೆ ಅದೇ ಸ್ವರ್ಗ <box>99 97 209 119</box>
section-title: ಮೈಸೂರು ನಗರ <box>107 52 290 79</box>
speaker: ಹುಡುಗ <box>65 129 83 137</box>
line-text: ಯಾವುದಾದ್ರು ಆಗುತ್ತೆ. <box>113 151 163 159</box>
letter <box>62 407 283 642</box>
proverb-text <box>143 326 189 348</box>
speaker: ಹುಡುಗ <box>65 151 83 159</box>
quote-mark-icon: “ <box>588 209 608 249</box>
page-label: ಪುಟ <box>59 60 71 70</box>
headline-line: ಅರ್ಜಿ ವಿಸ್ತರಣೆ <box>789 1005 860 1023</box>
joke-line: ಹುಡುಗ : ಯಾವುದಾದ್ರು ಆಗುತ್ತೆ. <box>65 151 163 159</box>
motto-translation: (ಭೂಮಿಯು ಸತ್ಯದ ಮೇಲೆ ನಿಂತಿದೆ, ಸತ್ಯಕ್ಕಿಂತ ಮಿಗಿಲಾದ ಧರ್ಮವಿಲ್ಲ) <box>97 250 248 258</box>
